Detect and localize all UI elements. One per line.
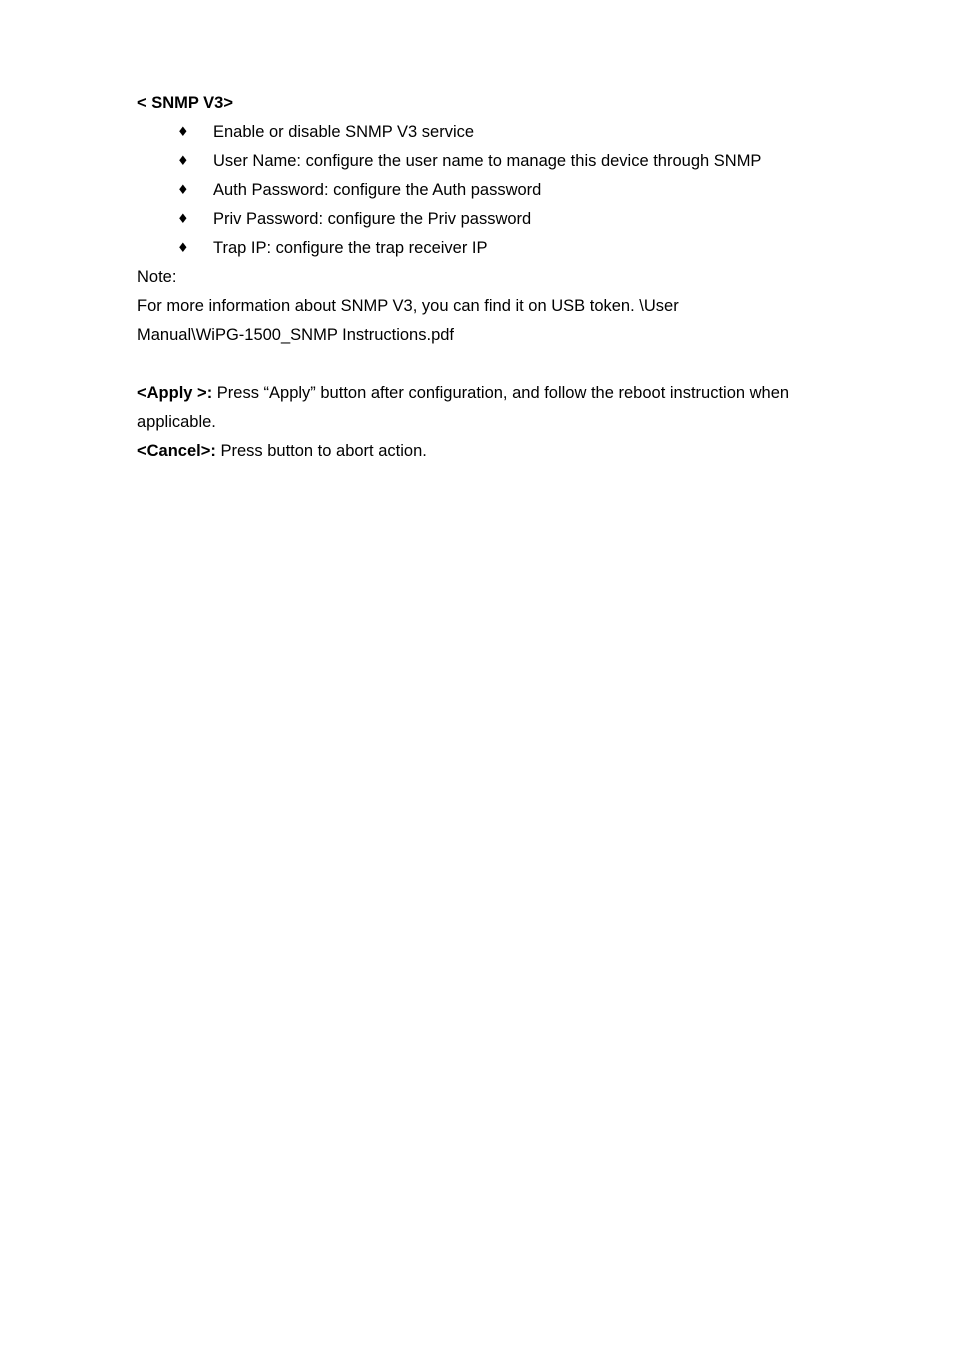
list-item xyxy=(137,205,817,234)
blank-line xyxy=(137,350,817,379)
section-heading: < SNMP V3> xyxy=(137,94,233,112)
list-item-text: User Name: configure the user name to manage this device through SNMP xyxy=(213,152,762,170)
cancel-text: Press button to abort action. xyxy=(215,442,427,460)
apply-label: <Apply >: xyxy=(137,384,213,402)
list-item xyxy=(137,176,817,205)
list-item xyxy=(137,118,817,147)
diamond-bullet-icon: ♦ xyxy=(177,183,189,198)
note-text-line-2: Manual\WiPG-1500_SNMP Instructions.pdf xyxy=(137,326,455,344)
note-text-line-1: For more information about SNMP V3, you can find it on USB token. \User xyxy=(137,297,679,315)
note-label: Note: xyxy=(137,268,177,286)
cancel-label: <Cancel>: xyxy=(137,442,216,460)
list-item-text: Trap IP: configure the trap receiver IP xyxy=(213,239,488,257)
document-page xyxy=(137,89,817,466)
list-item xyxy=(137,147,817,176)
diamond-bullet-icon: ♦ xyxy=(177,154,189,169)
list-item xyxy=(137,234,817,263)
apply-description xyxy=(137,379,817,437)
list-item-text: Enable or disable SNMP V3 service xyxy=(213,123,475,141)
diamond-bullet-icon: ♦ xyxy=(177,241,189,256)
bullet-list xyxy=(137,118,817,263)
cancel-description xyxy=(137,437,817,466)
list-item-text: Priv Password: configure the Priv password xyxy=(213,210,532,228)
diamond-bullet-icon: ♦ xyxy=(177,212,189,227)
list-item-text: Auth Password: configure the Auth password xyxy=(213,181,542,199)
apply-text: Press “Apply” button after configuration, and follow the reboot instruction when applicable. xyxy=(137,384,790,431)
diamond-bullet-icon: ♦ xyxy=(177,125,189,140)
